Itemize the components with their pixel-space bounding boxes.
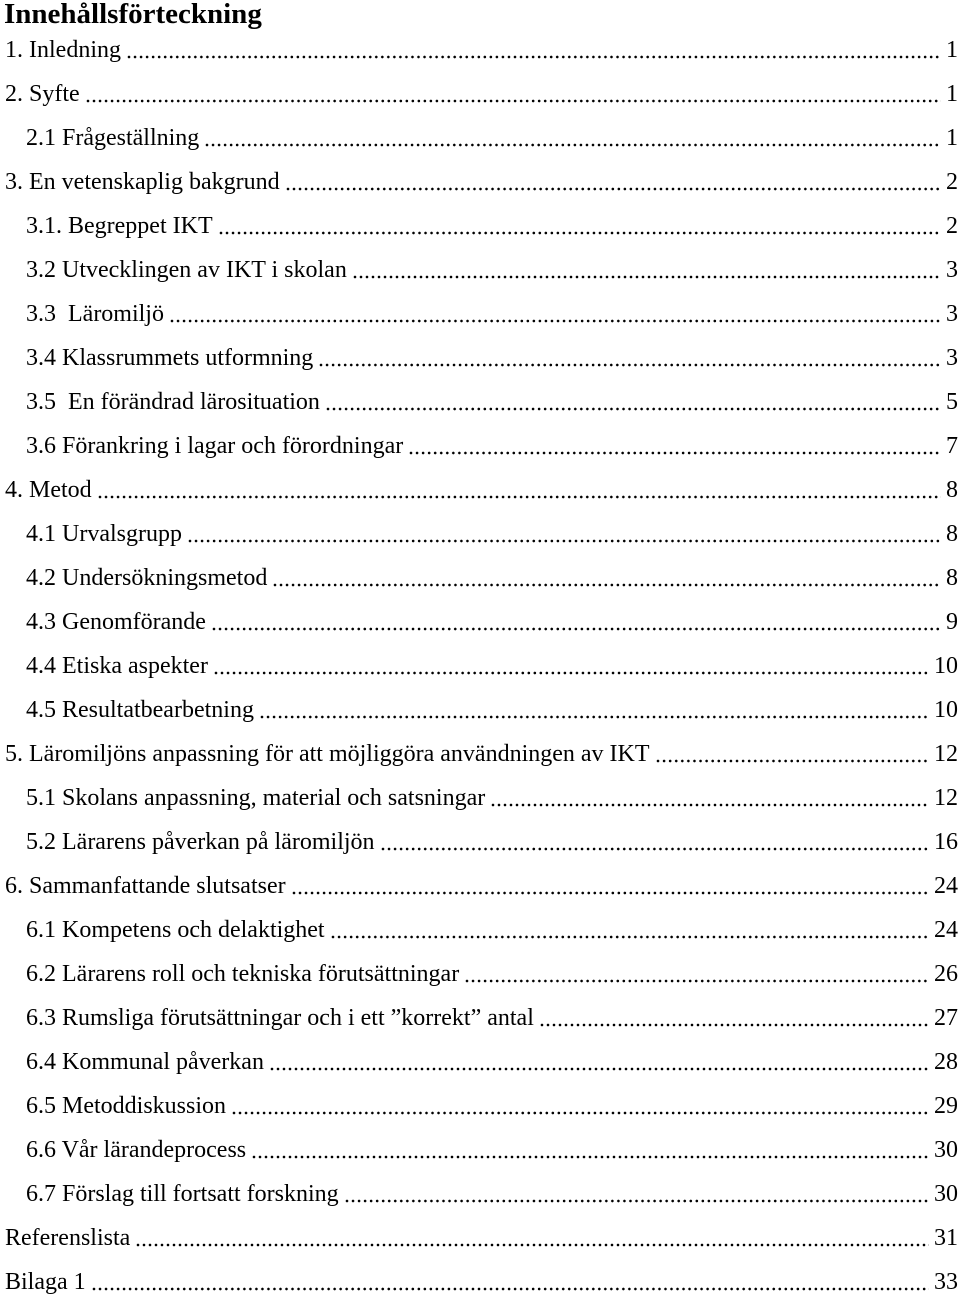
dot-leader [655,740,929,768]
toc-entry-label: Bilaga 1 [5,1269,86,1295]
toc-entry-label: 6.4 Kommunal påverkan [26,1049,264,1075]
toc-entry-label: 4.1 Urvalsgrupp [26,521,182,547]
toc-entry-label: 3.4 Klassrummets utformning [26,345,314,371]
toc-entry-page-number: 12 [934,741,958,767]
toc-entry-label: 4.5 Resultatbearbetning [26,697,254,723]
toc-entry-label: 5.2 Lärarens påverkan på läromiljön [26,829,375,855]
dot-leader [211,608,941,636]
toc-entry-label: 5. Läromiljöns anpassning för att möjliggöra användningen av IKT [5,741,650,767]
toc-entry-label: 2.1 Frågeställning [26,125,200,151]
toc-entry-page-number: 30 [934,1137,958,1163]
toc-section-entry[interactable] [0,1260,960,1296]
toc-subsection-entry[interactable] [0,424,960,460]
toc-subsection-entry[interactable] [0,996,960,1032]
toc-entry-label: 2. Syfte [5,81,80,107]
toc-entry-page-number: 3 [946,345,958,371]
toc-subsection-entry[interactable] [0,1128,960,1164]
toc-entry-label: 3.5 En förändrad lärosituation [26,389,320,415]
toc-entry-page-number: 3 [946,257,958,283]
toc-entry-page-number: 8 [946,565,958,591]
dot-leader [272,564,941,592]
toc-entry-page-number: 28 [934,1049,958,1075]
toc-entry-page-number: 5 [946,389,958,415]
toc-entry-page-number: 29 [934,1093,958,1119]
page-title: Innehållsförteckning [4,0,262,30]
dot-leader [352,256,941,284]
dot-leader [285,168,941,196]
toc-entry-label: Referenslista [5,1225,131,1251]
toc-subsection-entry[interactable] [0,556,960,592]
toc-entry-label: 5.1 Skolans anpassning, material och satsningar [26,785,486,811]
dot-leader [91,1268,929,1296]
dot-leader [325,388,941,416]
dot-leader [464,960,929,988]
toc-subsection-entry[interactable] [0,292,960,328]
toc-section-entry[interactable] [0,160,960,196]
toc-subsection-entry[interactable] [0,1040,960,1076]
toc-subsection-entry[interactable] [0,644,960,680]
toc-entry-page-number: 7 [946,433,958,459]
toc-entry-page-number: 27 [934,1005,958,1031]
toc-entry-label: 3.6 Förankring i lagar och förordningar [26,433,404,459]
dot-leader [330,916,929,944]
dot-leader [169,300,941,328]
dot-leader [187,520,941,548]
dot-leader [291,872,929,900]
toc-subsection-entry[interactable] [0,600,960,636]
toc-section-entry[interactable] [0,72,960,108]
dot-leader [318,344,941,372]
toc-entry-label: 4.3 Genomförande [26,609,206,635]
toc-subsection-entry[interactable] [0,952,960,988]
toc-entry-label: 3.3 Läromiljö [26,301,164,327]
toc-section-entry[interactable] [0,468,960,504]
toc-entry-page-number: 2 [946,169,958,195]
dot-leader [259,696,929,724]
toc-entry-label: 6.7 Förslag till fortsatt forskning [26,1181,339,1207]
toc-entry-label: 3.2 Utvecklingen av IKT i skolan [26,257,347,283]
toc-subsection-entry[interactable] [0,1172,960,1208]
toc-entry-page-number: 26 [934,961,958,987]
toc-entry-page-number: 30 [934,1181,958,1207]
dot-leader [539,1004,929,1032]
toc-entry-page-number: 33 [934,1269,958,1295]
toc-entry-page-number: 2 [946,213,958,239]
toc-entry-page-number: 24 [934,917,958,943]
dot-leader [344,1180,929,1208]
toc-entry-page-number: 24 [934,873,958,899]
dot-leader [204,124,941,152]
toc-subsection-entry[interactable] [0,908,960,944]
toc-subsection-entry[interactable] [0,116,960,152]
toc-entry-page-number: 12 [934,785,958,811]
toc-entry-page-number: 8 [946,477,958,503]
toc-section-entry[interactable] [0,28,960,64]
table-of-contents [0,28,960,1296]
toc-entry-label: 4. Metod [5,477,92,503]
dot-leader [231,1092,929,1120]
toc-entry-label: 4.2 Undersökningsmetod [26,565,268,591]
dot-leader [135,1224,929,1252]
dot-leader [251,1136,929,1164]
toc-subsection-entry[interactable] [0,688,960,724]
dot-leader [218,212,941,240]
toc-entry-page-number: 9 [946,609,958,635]
toc-subsection-entry[interactable] [0,336,960,372]
toc-entry-page-number: 10 [934,653,958,679]
toc-entry-label: 3. En vetenskaplig bakgrund [5,169,280,195]
toc-section-entry[interactable] [0,864,960,900]
toc-subsection-entry[interactable] [0,1084,960,1120]
dot-leader [269,1048,929,1076]
toc-entry-page-number: 3 [946,301,958,327]
toc-subsection-entry[interactable] [0,512,960,548]
dot-leader [380,828,929,856]
toc-entry-page-number: 31 [934,1225,958,1251]
dot-leader [213,652,929,680]
toc-entry-page-number: 1 [946,37,958,63]
toc-entry-page-number: 10 [934,697,958,723]
toc-subsection-entry[interactable] [0,820,960,856]
toc-subsection-entry[interactable] [0,248,960,284]
toc-subsection-entry[interactable] [0,380,960,416]
toc-entry-label: 6.2 Lärarens roll och tekniska förutsättningar [26,961,460,987]
toc-subsection-entry[interactable] [0,776,960,812]
toc-subsection-entry[interactable] [0,204,960,240]
toc-entry-label: 1. Inledning [5,37,121,63]
toc-entry-page-number: 16 [934,829,958,855]
toc-entry-page-number: 8 [946,521,958,547]
toc-section-entry[interactable] [0,732,960,768]
toc-entry-label: 3.1. Begreppet IKT [26,213,213,239]
dot-leader [85,80,941,108]
toc-entry-page-number: 1 [946,125,958,151]
dot-leader [126,36,941,64]
dot-leader [408,432,941,460]
toc-entry-label: 6.3 Rumsliga förutsättningar och i ett ”korrekt” antal [26,1005,534,1031]
toc-entry-page-number: 1 [946,81,958,107]
toc-entry-label: 6. Sammanfattande slutsatser [5,873,286,899]
toc-entry-label: 6.6 Vår lärandeprocess [26,1137,247,1163]
toc-entry-label: 6.1 Kompetens och delaktighet [26,917,325,943]
dot-leader [97,476,941,504]
toc-section-entry[interactable] [0,1216,960,1252]
toc-entry-label: 6.5 Metoddiskussion [26,1093,227,1119]
toc-entry-label: 4.4 Etiska aspekter [26,653,208,679]
dot-leader [490,784,929,812]
